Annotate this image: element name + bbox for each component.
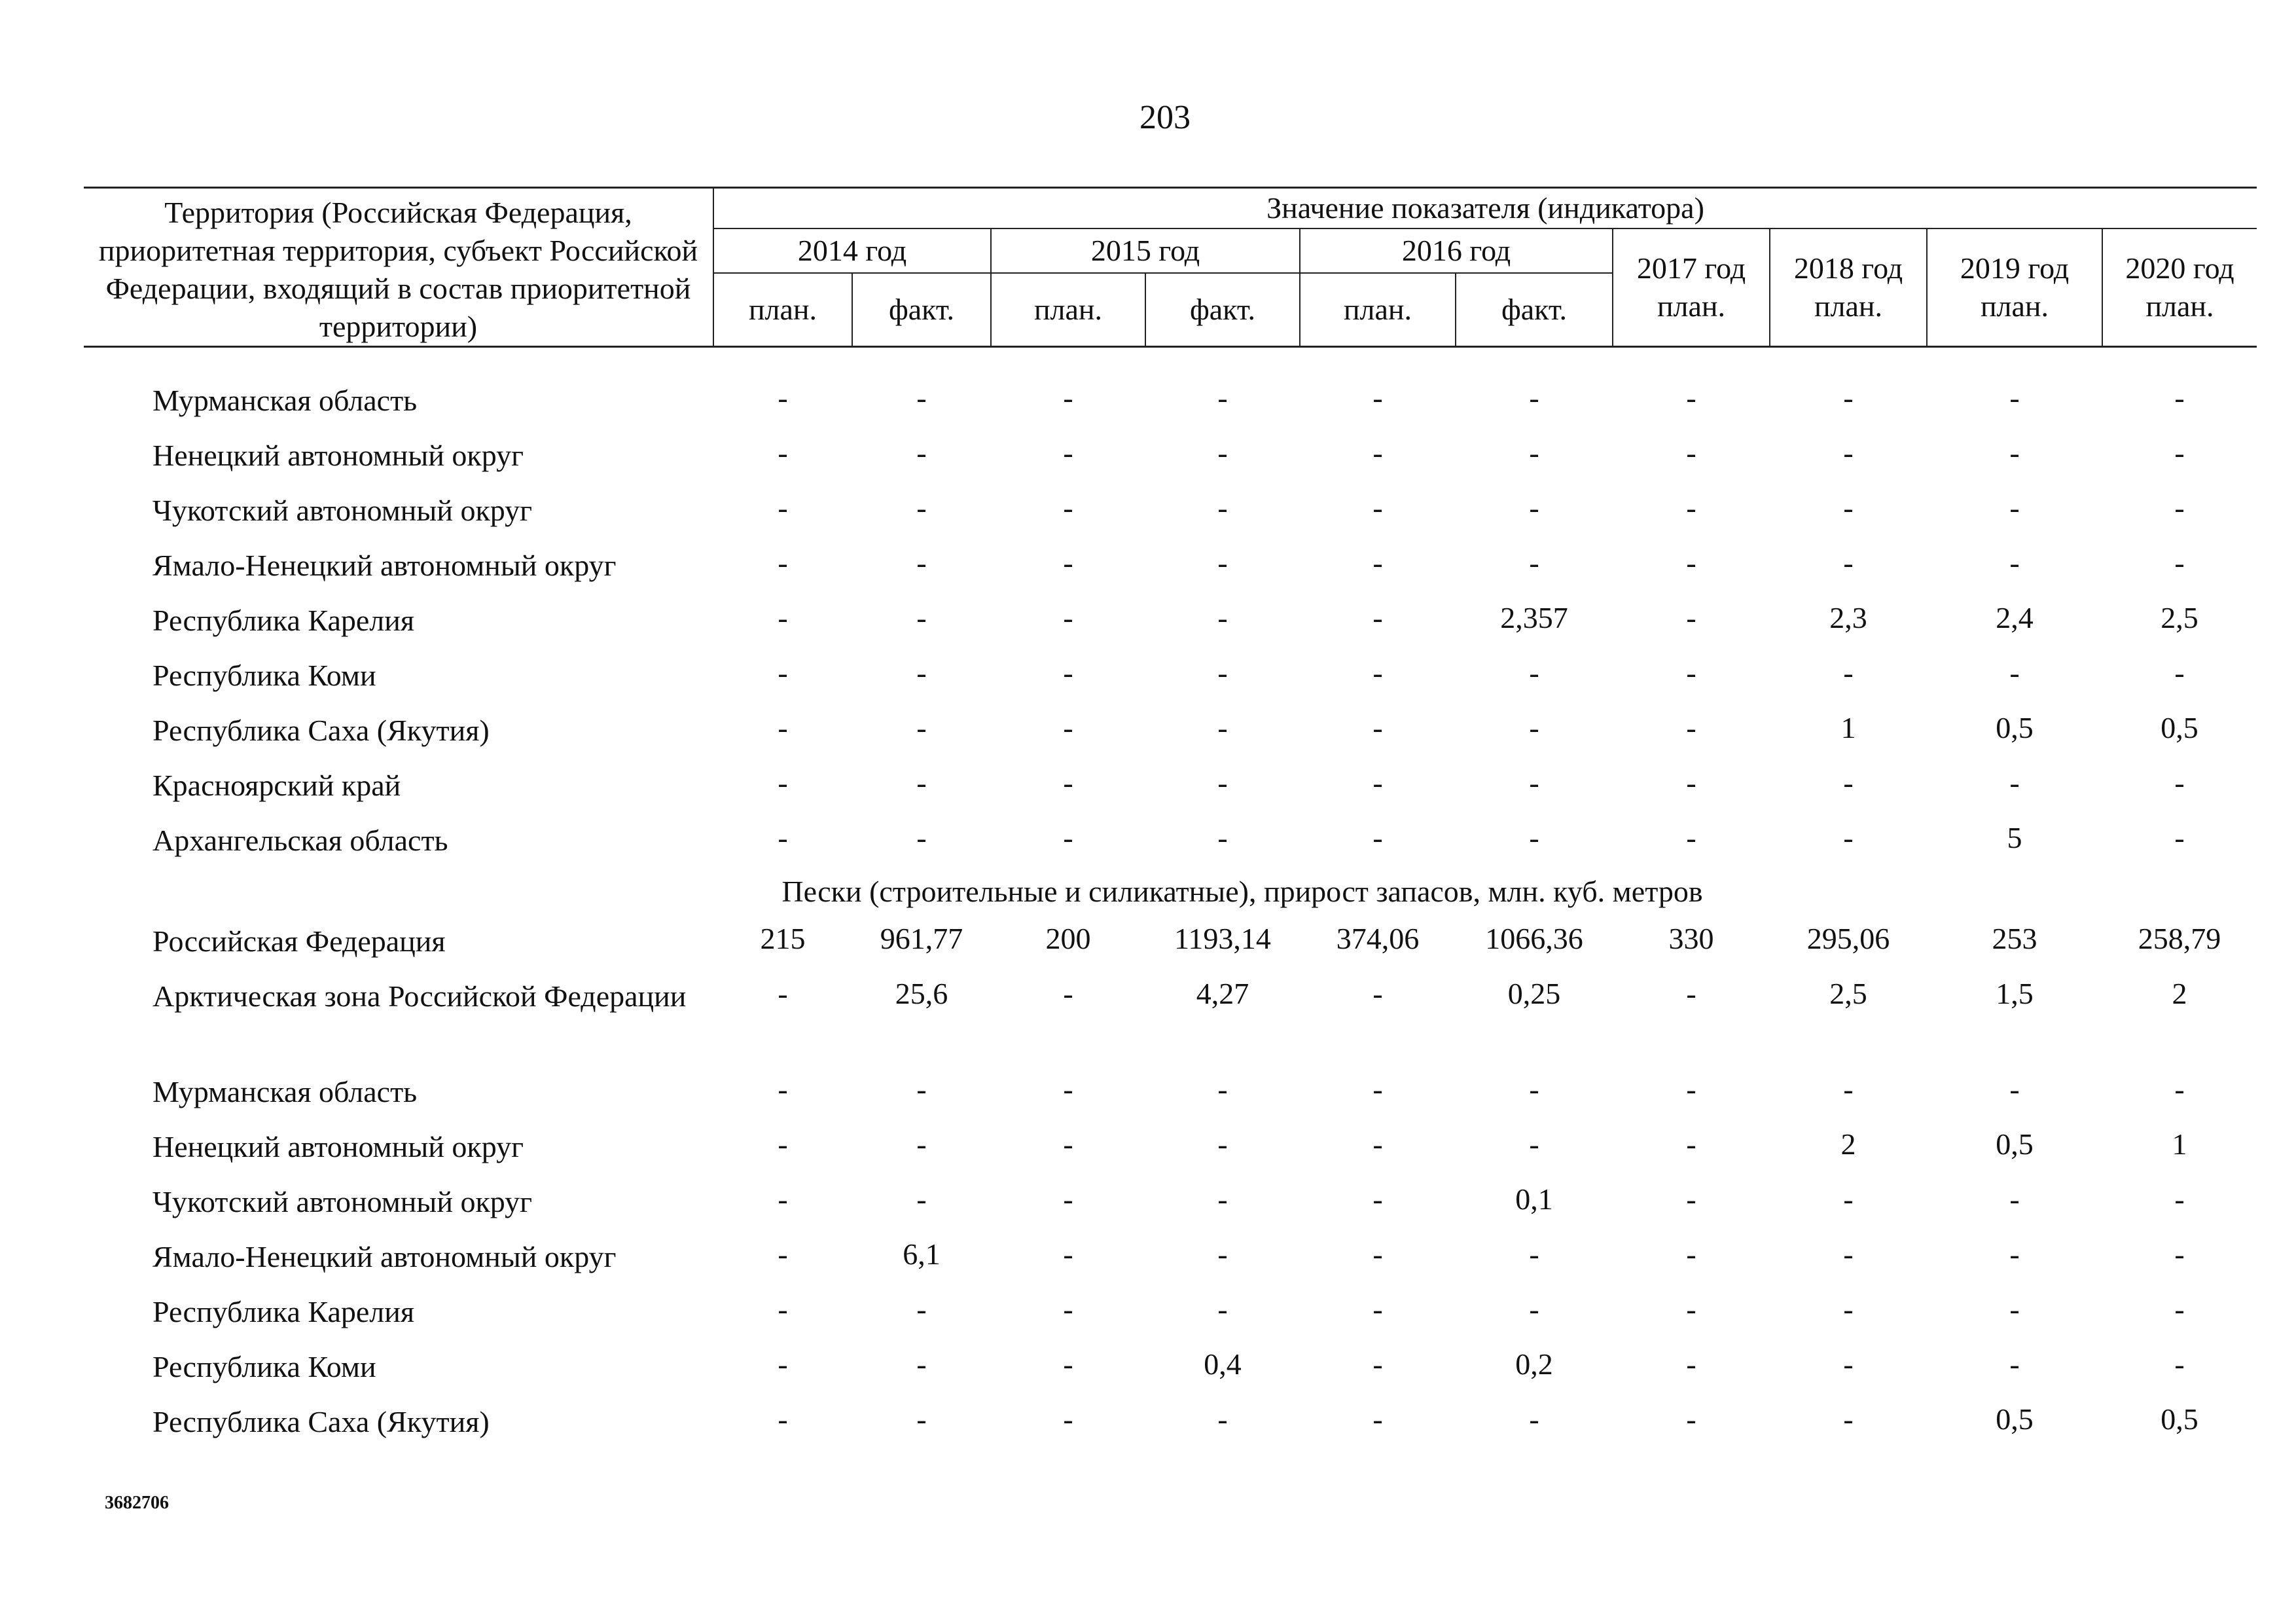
value-cell: - <box>1217 381 1228 414</box>
value-cell: - <box>1529 821 1539 854</box>
value-cell: - <box>1063 977 1073 1010</box>
value-cell: - <box>1063 1347 1073 1381</box>
value-cell: 2,4 <box>1996 601 2034 634</box>
table-row <box>84 1179 2257 1234</box>
value-cell: - <box>1063 546 1073 579</box>
value-cell: - <box>1529 1237 1539 1271</box>
value-cell: - <box>1217 766 1228 799</box>
year-label-2017: 2017 год <box>1636 251 1746 285</box>
value-cell: 215 <box>760 922 806 955</box>
value-cell: - <box>1372 1237 1383 1271</box>
table-row <box>84 708 2257 763</box>
value-cell: - <box>916 1127 927 1161</box>
value-cell: - <box>1217 1402 1228 1436</box>
table-row <box>84 763 2257 818</box>
value-cell: - <box>2174 1292 2185 1326</box>
value-cell: - <box>2174 436 2185 469</box>
value-cell: - <box>2174 381 2185 414</box>
value-cell: - <box>1217 821 1228 854</box>
year-header-2015: 2015 год <box>991 228 1300 273</box>
indicator-group-header: Значение показателя (индикатора) <box>713 188 2257 229</box>
value-cell: - <box>778 381 788 414</box>
value-cell: 4,27 <box>1196 977 1249 1010</box>
value-cell: - <box>916 656 927 689</box>
value-cell: - <box>1843 656 1854 689</box>
value-cell: 2 <box>2172 977 2187 1010</box>
value-cell: - <box>2009 1182 2020 1216</box>
value-cell: - <box>1686 821 1696 854</box>
value-cell: - <box>1686 1072 1696 1106</box>
plan-label-2020: план. <box>2145 289 2214 323</box>
value-cell: - <box>1063 491 1073 524</box>
table-body <box>84 347 2257 1455</box>
value-cell: 2,5 <box>2161 601 2198 634</box>
value-cell: - <box>916 1402 927 1436</box>
value-cell: - <box>1686 1402 1696 1436</box>
value-cell: - <box>778 711 788 744</box>
value-cell: - <box>1529 711 1539 744</box>
value-cell: - <box>2174 821 2185 854</box>
value-cell: - <box>778 1292 788 1326</box>
territory-name-cell: Архангельская область <box>152 824 448 857</box>
value-cell: - <box>1063 1072 1073 1106</box>
value-cell: - <box>778 1347 788 1381</box>
value-cell: - <box>1686 1292 1696 1326</box>
value-cell: - <box>2009 491 2020 524</box>
value-cell: 0,4 <box>1204 1347 1242 1381</box>
value-cell: - <box>1843 1237 1854 1271</box>
value-cell: - <box>1686 766 1696 799</box>
table-row <box>84 433 2257 488</box>
value-cell: - <box>1843 821 1854 854</box>
year-label-2020: 2020 год <box>2125 251 2234 285</box>
value-cell: - <box>1372 546 1383 579</box>
table-row <box>84 1234 2257 1289</box>
value-cell: - <box>778 1182 788 1216</box>
value-cell: - <box>778 1402 788 1436</box>
table-row <box>84 1399 2257 1454</box>
value-cell: 0,5 <box>1996 1127 2034 1161</box>
value-cell: - <box>1372 1072 1383 1106</box>
sub-header-2016-plan: план. <box>1300 273 1456 347</box>
value-cell: 2,357 <box>1500 601 1568 634</box>
value-cell: - <box>778 977 788 1010</box>
territory-name-cell: Красноярский край <box>152 769 401 802</box>
value-cell: - <box>1063 711 1073 744</box>
territory-name-cell: Российская Федерация <box>152 924 446 958</box>
value-cell: - <box>2174 1072 2185 1106</box>
document-code: 3682706 <box>105 1493 169 1513</box>
value-cell: - <box>1217 711 1228 744</box>
value-cell: - <box>916 1292 927 1326</box>
year-header-2020 <box>2102 228 2257 347</box>
sub-header-2015-plan: план. <box>991 273 1145 347</box>
value-cell: - <box>1686 977 1696 1010</box>
value-cell: 0,5 <box>1996 711 2034 744</box>
value-cell: - <box>1372 1182 1383 1216</box>
value-cell: - <box>916 601 927 634</box>
territory-name-cell: Ямало-Ненецкий автономный округ <box>152 1240 617 1273</box>
value-cell: 0,2 <box>1515 1347 1553 1381</box>
value-cell: 25,6 <box>895 977 948 1010</box>
value-cell: - <box>1686 1127 1696 1161</box>
value-cell: - <box>778 601 788 634</box>
territory-name-cell: Республика Карелия <box>152 604 415 637</box>
value-cell: - <box>1529 656 1539 689</box>
value-cell: - <box>2009 766 2020 799</box>
territory-name-cell: Республика Коми <box>152 1350 376 1383</box>
value-cell: - <box>1372 1347 1383 1381</box>
value-cell: - <box>1529 1072 1539 1106</box>
value-cell: - <box>2009 436 2020 469</box>
territory-name-cell: Ямало-Ненецкий автономный округ <box>152 549 617 582</box>
year-header-2014: 2014 год <box>713 228 991 273</box>
value-cell: - <box>1529 1402 1539 1436</box>
value-cell: - <box>1372 436 1383 469</box>
value-cell: - <box>2009 1072 2020 1106</box>
value-cell: - <box>1843 436 1854 469</box>
territory-name-cell: Республика Коми <box>152 659 376 692</box>
value-cell: 258,79 <box>2138 922 2221 955</box>
table-row <box>84 488 2257 543</box>
value-cell: - <box>1063 1292 1073 1326</box>
territory-name-cell: Мурманская область <box>152 1075 418 1108</box>
year-header-2016: 2016 год <box>1300 228 1613 273</box>
value-cell: - <box>778 1072 788 1106</box>
table-row <box>84 919 2257 974</box>
value-cell: - <box>2174 491 2185 524</box>
value-cell: - <box>1217 491 1228 524</box>
value-cell: - <box>916 766 927 799</box>
value-cell: - <box>916 491 927 524</box>
value-cell: - <box>1063 381 1073 414</box>
value-cell: - <box>2174 656 2185 689</box>
value-cell: - <box>1372 381 1383 414</box>
table-header <box>84 188 2257 347</box>
territory-name-cell: Арктическая зона Российской Федерации <box>152 979 687 1013</box>
value-cell: - <box>778 766 788 799</box>
value-cell: - <box>2174 546 2185 579</box>
value-cell: - <box>1529 1292 1539 1326</box>
value-cell: - <box>2009 656 2020 689</box>
value-cell: - <box>1217 1237 1228 1271</box>
value-cell: - <box>1529 436 1539 469</box>
value-cell: - <box>2174 766 2185 799</box>
value-cell: - <box>1217 436 1228 469</box>
year-header-2018 <box>1770 228 1927 347</box>
plan-label-2017: план. <box>1657 289 1726 323</box>
value-cell: 0,5 <box>2161 711 2198 744</box>
value-cell: - <box>916 381 927 414</box>
value-cell: 961,77 <box>880 922 963 955</box>
value-cell: - <box>2009 381 2020 414</box>
value-cell: - <box>1843 1402 1854 1436</box>
indicator-table <box>84 187 2257 1454</box>
sub-header-2016-fact: факт. <box>1456 273 1613 347</box>
value-cell: - <box>1529 491 1539 524</box>
value-cell: 2 <box>1840 1127 1856 1161</box>
value-cell: - <box>778 491 788 524</box>
value-cell: - <box>778 436 788 469</box>
value-cell: 0,25 <box>1507 977 1561 1010</box>
value-cell: - <box>1843 1292 1854 1326</box>
value-cell: 0,5 <box>1996 1402 2034 1436</box>
value-cell: - <box>1686 436 1696 469</box>
territory-name-cell: Ненецкий автономный округ <box>152 439 524 472</box>
value-cell: - <box>1217 1292 1228 1326</box>
value-cell: - <box>778 821 788 854</box>
value-cell: - <box>2174 1237 2185 1271</box>
value-cell: - <box>1686 546 1696 579</box>
plan-label-2019: план. <box>1980 289 2049 323</box>
value-cell: 330 <box>1668 922 1714 955</box>
value-cell: - <box>1372 1292 1383 1326</box>
value-cell: - <box>1686 1347 1696 1381</box>
value-cell: - <box>1372 656 1383 689</box>
value-cell: 253 <box>1992 922 2037 955</box>
value-cell: - <box>1063 1237 1073 1271</box>
table-row <box>84 1069 2257 1124</box>
value-cell: - <box>1217 546 1228 579</box>
value-cell: - <box>1529 546 1539 579</box>
value-cell: 1193,14 <box>1174 922 1271 955</box>
page-number: 203 <box>1139 99 1191 136</box>
value-cell: 295,06 <box>1806 922 1890 955</box>
value-cell: - <box>2009 1292 2020 1326</box>
value-cell: - <box>1372 601 1383 634</box>
value-cell: - <box>1217 1072 1228 1106</box>
value-cell: - <box>2174 1182 2185 1216</box>
value-cell: - <box>1843 1072 1854 1106</box>
value-cell: - <box>1372 766 1383 799</box>
value-cell: 5 <box>2007 821 2022 854</box>
value-cell: - <box>1529 381 1539 414</box>
value-cell: 1 <box>1840 711 1856 744</box>
value-cell: - <box>916 821 927 854</box>
value-cell: - <box>1063 656 1073 689</box>
value-cell: - <box>1686 711 1696 744</box>
value-cell: - <box>1063 821 1073 854</box>
value-cell: - <box>778 546 788 579</box>
value-cell: - <box>1063 436 1073 469</box>
territory-name-cell: Мурманская область <box>152 384 418 417</box>
value-cell: - <box>916 546 927 579</box>
year-header-2017 <box>1613 228 1770 347</box>
table-row <box>84 378 2257 433</box>
value-cell: - <box>1686 601 1696 634</box>
value-cell: - <box>1063 1182 1073 1216</box>
value-cell: - <box>1529 766 1539 799</box>
value-cell: - <box>2009 546 2020 579</box>
territory-name-cell: Чукотский автономный округ <box>152 1185 533 1218</box>
value-cell: 1066,36 <box>1485 922 1583 955</box>
value-cell: - <box>1686 1182 1696 1216</box>
year-header-2019 <box>1927 228 2102 347</box>
territory-name-cell: Республика Саха (Якутия) <box>152 1405 490 1438</box>
table-row <box>84 1344 2257 1399</box>
sub-header-2014-fact: факт. <box>852 273 991 347</box>
territory-name-cell: Республика Саха (Якутия) <box>152 714 490 747</box>
value-cell: - <box>1372 1402 1383 1436</box>
sub-header-2015-fact: факт. <box>1145 273 1300 347</box>
value-cell: - <box>1843 1182 1854 1216</box>
value-cell: - <box>916 436 927 469</box>
value-cell: 2,3 <box>1829 601 1867 634</box>
value-cell: - <box>778 1127 788 1161</box>
value-cell: 2,5 <box>1829 977 1867 1010</box>
table-row <box>84 598 2257 653</box>
value-cell: 0,5 <box>2161 1402 2198 1436</box>
territory-name-cell: Республика Карелия <box>152 1295 415 1328</box>
table-row <box>84 818 2257 873</box>
table-row <box>84 653 2257 708</box>
value-cell: - <box>1217 656 1228 689</box>
table-row <box>84 1289 2257 1344</box>
value-cell: - <box>916 1347 927 1381</box>
year-label-2018: 2018 год <box>1793 251 1903 285</box>
territory-column-header: Территория (Российская Федерация, приоритетная территория, субъект Российской Федерации, входящий в состав приоритетной территории) <box>84 188 713 347</box>
value-cell: - <box>1843 381 1854 414</box>
value-cell: - <box>916 1182 927 1216</box>
value-cell: 6,1 <box>903 1237 941 1271</box>
value-cell: 0,1 <box>1515 1182 1553 1216</box>
value-cell: - <box>1063 1127 1073 1161</box>
section-title: Пески (строительные и силикатные), прирост запасов, млн. куб. метров <box>781 875 1703 908</box>
value-cell: - <box>916 711 927 744</box>
table-row <box>84 974 2257 1069</box>
value-cell: - <box>1843 766 1854 799</box>
table-row <box>84 543 2257 598</box>
year-label-2019: 2019 год <box>1960 251 2070 285</box>
value-cell: - <box>1843 491 1854 524</box>
value-cell: - <box>1686 491 1696 524</box>
value-cell: - <box>1217 1127 1228 1161</box>
value-cell: - <box>1686 1237 1696 1271</box>
value-cell: - <box>1063 601 1073 634</box>
value-cell: 374,06 <box>1336 922 1420 955</box>
value-cell: - <box>2009 1237 2020 1271</box>
value-cell: - <box>1217 1182 1228 1216</box>
value-cell: - <box>916 1072 927 1106</box>
value-cell: - <box>778 1237 788 1271</box>
value-cell: - <box>1372 1127 1383 1161</box>
value-cell: 1 <box>2172 1127 2187 1161</box>
value-cell: - <box>778 656 788 689</box>
value-cell: - <box>1372 491 1383 524</box>
value-cell: 200 <box>1045 922 1091 955</box>
value-cell: - <box>1529 1127 1539 1161</box>
value-cell: - <box>2174 1347 2185 1381</box>
value-cell: - <box>1843 1347 1854 1381</box>
value-cell: - <box>1217 601 1228 634</box>
value-cell: - <box>1372 711 1383 744</box>
value-cell: - <box>1843 546 1854 579</box>
value-cell: - <box>1063 766 1073 799</box>
value-cell: 1,5 <box>1996 977 2034 1010</box>
value-cell: - <box>1372 821 1383 854</box>
value-cell: - <box>1063 1402 1073 1436</box>
sub-header-2014-plan: план. <box>713 273 852 347</box>
value-cell: - <box>1686 656 1696 689</box>
plan-label-2018: план. <box>1814 289 1883 323</box>
table-row <box>84 1124 2257 1179</box>
section-row <box>84 873 2257 919</box>
territory-name-cell: Чукотский автономный округ <box>152 494 533 527</box>
value-cell: - <box>1372 977 1383 1010</box>
territory-name-cell: Ненецкий автономный округ <box>152 1130 524 1163</box>
value-cell: - <box>2009 1347 2020 1381</box>
value-cell: - <box>1686 381 1696 414</box>
